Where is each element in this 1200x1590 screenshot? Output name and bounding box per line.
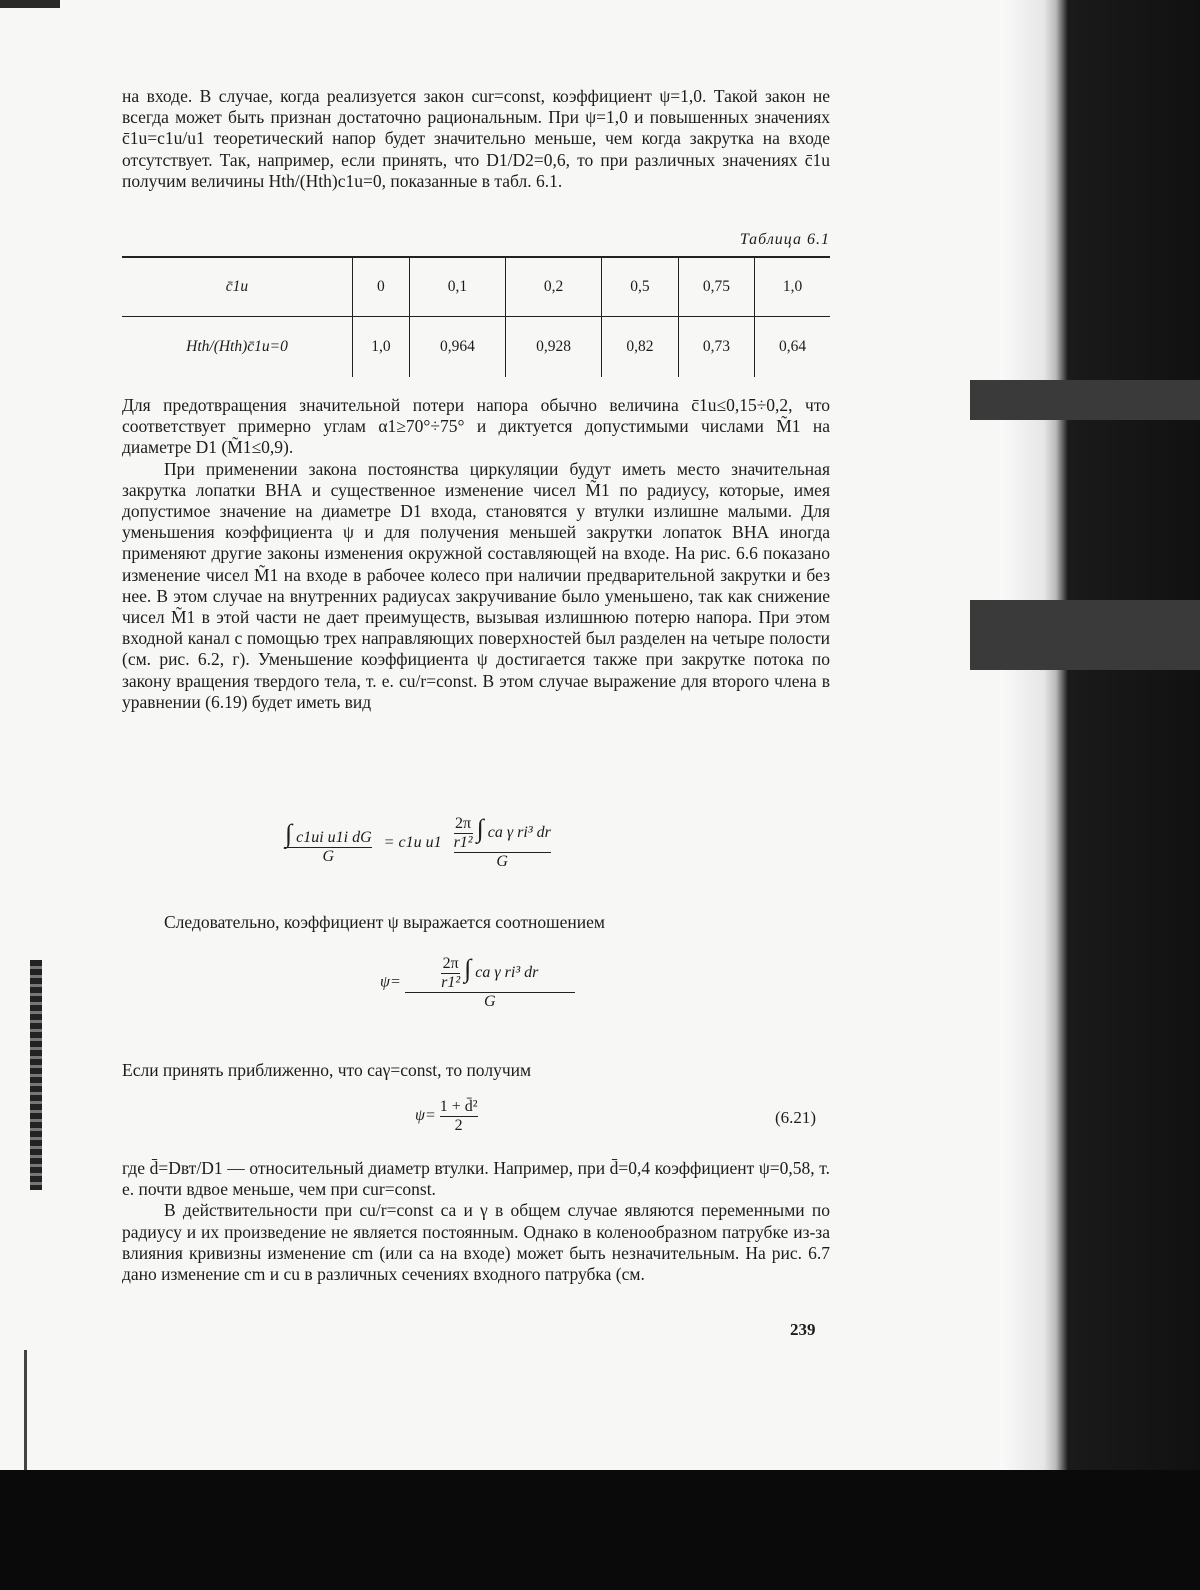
paragraph-5-block (122, 1060, 830, 1081)
table-cell: 0,1 (409, 257, 505, 317)
paragraph-1: на входе. В случае, когда реализуется закон cur=const, коэффициент ψ=1,0. Такой закон не всегда может быть признан достаточно рациональным. При ψ=1,0 и повышенных значениях c̄1u=c1u/u1 теоретический напор будет значительно меньше, чем когда закрутка на входе отсутствует. Так, например, если принять, что D1/D2=0,6, то при различных значениях c̄1u получим величины Hth/(Hth)c1u=0, показанные в табл. 6.1. (122, 86, 830, 191)
table-cell: 0,73 (678, 317, 755, 378)
paragraph-7: В действительности при cu/r=const ca и γ в общем случае являются переменными по радиусу и их произведение не является постоянным. Однако в коленообразном патрубке из-за влияния кривизны изменение cm (или ca на входе) может быть незначительным. На рис. 6.7 дано изменение cm и cu в различных сечениях входного патрубка (см. (122, 1200, 830, 1285)
table-6-1 (122, 256, 830, 377)
equation-number: (6.21) (775, 1108, 817, 1127)
table-caption: Таблица 6.1 (739, 231, 830, 248)
integral-sign: ∫ (476, 814, 484, 844)
table-cell: 0,5 (602, 257, 679, 317)
page-number: 239 (790, 1320, 816, 1339)
paragraph-3: При применении закона постоянства циркуляции будут иметь место значительная закрутка лопатки ВНА и существенное изменение чисел M̃1 по радиусу, которые, имея допустимое значение на диаметре D1 входа, становятся у втулки излишне малыми. Для уменьшения коэффициента ψ и для получения меньшей закрутки лопаток ВНА иногда применяют другие законы изменения окружной составляющей на входе. На рис. 6.6 показано изменение чисел M̃1 на входе в рабочее колесо при наличии предварительной закрутки и без нее. В этом случае на внутренних радиусах закручивание было уменьшено, так как снижение чисел M̃1 в этой части не дает преимуществ, вызывая излишнюю потерю напора. При этом входной канал с помощью трех направляющих поверхностей был разделен на четыре полости (см. рис. 6.2, г). Уменьшение коэффициента ψ достигается также при закрутке потока по закону вращения твердого тела, т. е. cu/r=const. В этом случае выражение для второго члена в уравнении (6.19) будет иметь вид (122, 458, 830, 712)
eq2-numerator: ca γ ri³ dr (475, 964, 539, 982)
r1-squared: r1² (441, 974, 461, 991)
table-cell: 1,0 (353, 317, 410, 378)
table-cell: 0,64 (755, 317, 830, 378)
table-row-label: Hth/(Hth)c̄1u=0 (186, 338, 288, 355)
scan-artifact (970, 380, 1200, 420)
eq3-fraction (440, 1098, 478, 1135)
paragraph-6-block (122, 1158, 830, 1285)
eq2-denominator: G (483, 993, 496, 1010)
paragraph-2-block (122, 395, 830, 713)
eq3-numerator: 1 + d̄² (439, 1098, 478, 1115)
table-row (122, 257, 830, 317)
eq2-fraction (405, 955, 575, 1011)
scan-artifact (970, 600, 1200, 670)
eq1-right-fraction (454, 815, 551, 871)
table-cell: 0,928 (506, 317, 602, 378)
r1-squared: r1² (453, 834, 473, 851)
paragraph-1-block (122, 86, 830, 192)
integral-sign: ∫ (464, 954, 472, 984)
scan-artifact (24, 1350, 27, 1470)
eq1-left-denominator: G (322, 847, 335, 865)
integral-sign: ∫ (285, 818, 293, 848)
eq3-lhs: ψ= (415, 1107, 436, 1125)
scan-dark-edge (1000, 0, 1200, 1590)
paragraph-5: Если принять приближенно, что caγ=const, то получим (122, 1060, 532, 1080)
eq1-middle: = c1u u1 (383, 833, 442, 851)
eq3-denominator: 2 (454, 1117, 463, 1134)
two-pi: 2π (442, 955, 459, 972)
table-cell: 0,964 (409, 317, 505, 378)
paragraph-2: Для предотвращения значительной потери напора обычно величина c̄1u≤0,15÷0,2, что соответствует примерно углам α1≥70°÷75° и диктуется допустимыми числами M̃1 на диаметре D1 (M̃1≤0,9). (122, 395, 830, 458)
scan-artifact (30, 960, 42, 1190)
eq1-left-fraction (285, 818, 372, 866)
scan-dark-bottom (0, 1470, 1200, 1590)
eq1-right-numerator: ca γ ri³ dr (487, 824, 551, 842)
table-row (122, 317, 830, 378)
table-cell: 0,82 (602, 317, 679, 378)
scan-artifact (0, 0, 60, 8)
table-row-label: c̄1u (122, 257, 353, 317)
paragraph-4: Следовательно, коэффициент ψ выражается соотношением (164, 912, 605, 932)
eq1-left-numerator: c1ui u1i dG (296, 828, 372, 846)
equation-2 (380, 955, 575, 1011)
eq2-lhs: ψ= (380, 973, 401, 991)
equation-3 (415, 1098, 478, 1135)
table-cell: 0,75 (678, 257, 755, 317)
table-cell: 0 (353, 257, 410, 317)
table-cell: 0,2 (506, 257, 602, 317)
paragraph-6: где d̄=Dвт/D1 — относительный диаметр втулки. Например, при d̄=0,4 коэффициент ψ=0,58, т. е. почти вдвое меньше, чем при cur=const. (122, 1158, 830, 1200)
paragraph-4-block (122, 912, 830, 933)
table-cell: 1,0 (755, 257, 830, 317)
eq1-right-denominator: G (496, 853, 508, 870)
two-pi: 2π (455, 815, 472, 832)
equation-1 (285, 815, 551, 871)
